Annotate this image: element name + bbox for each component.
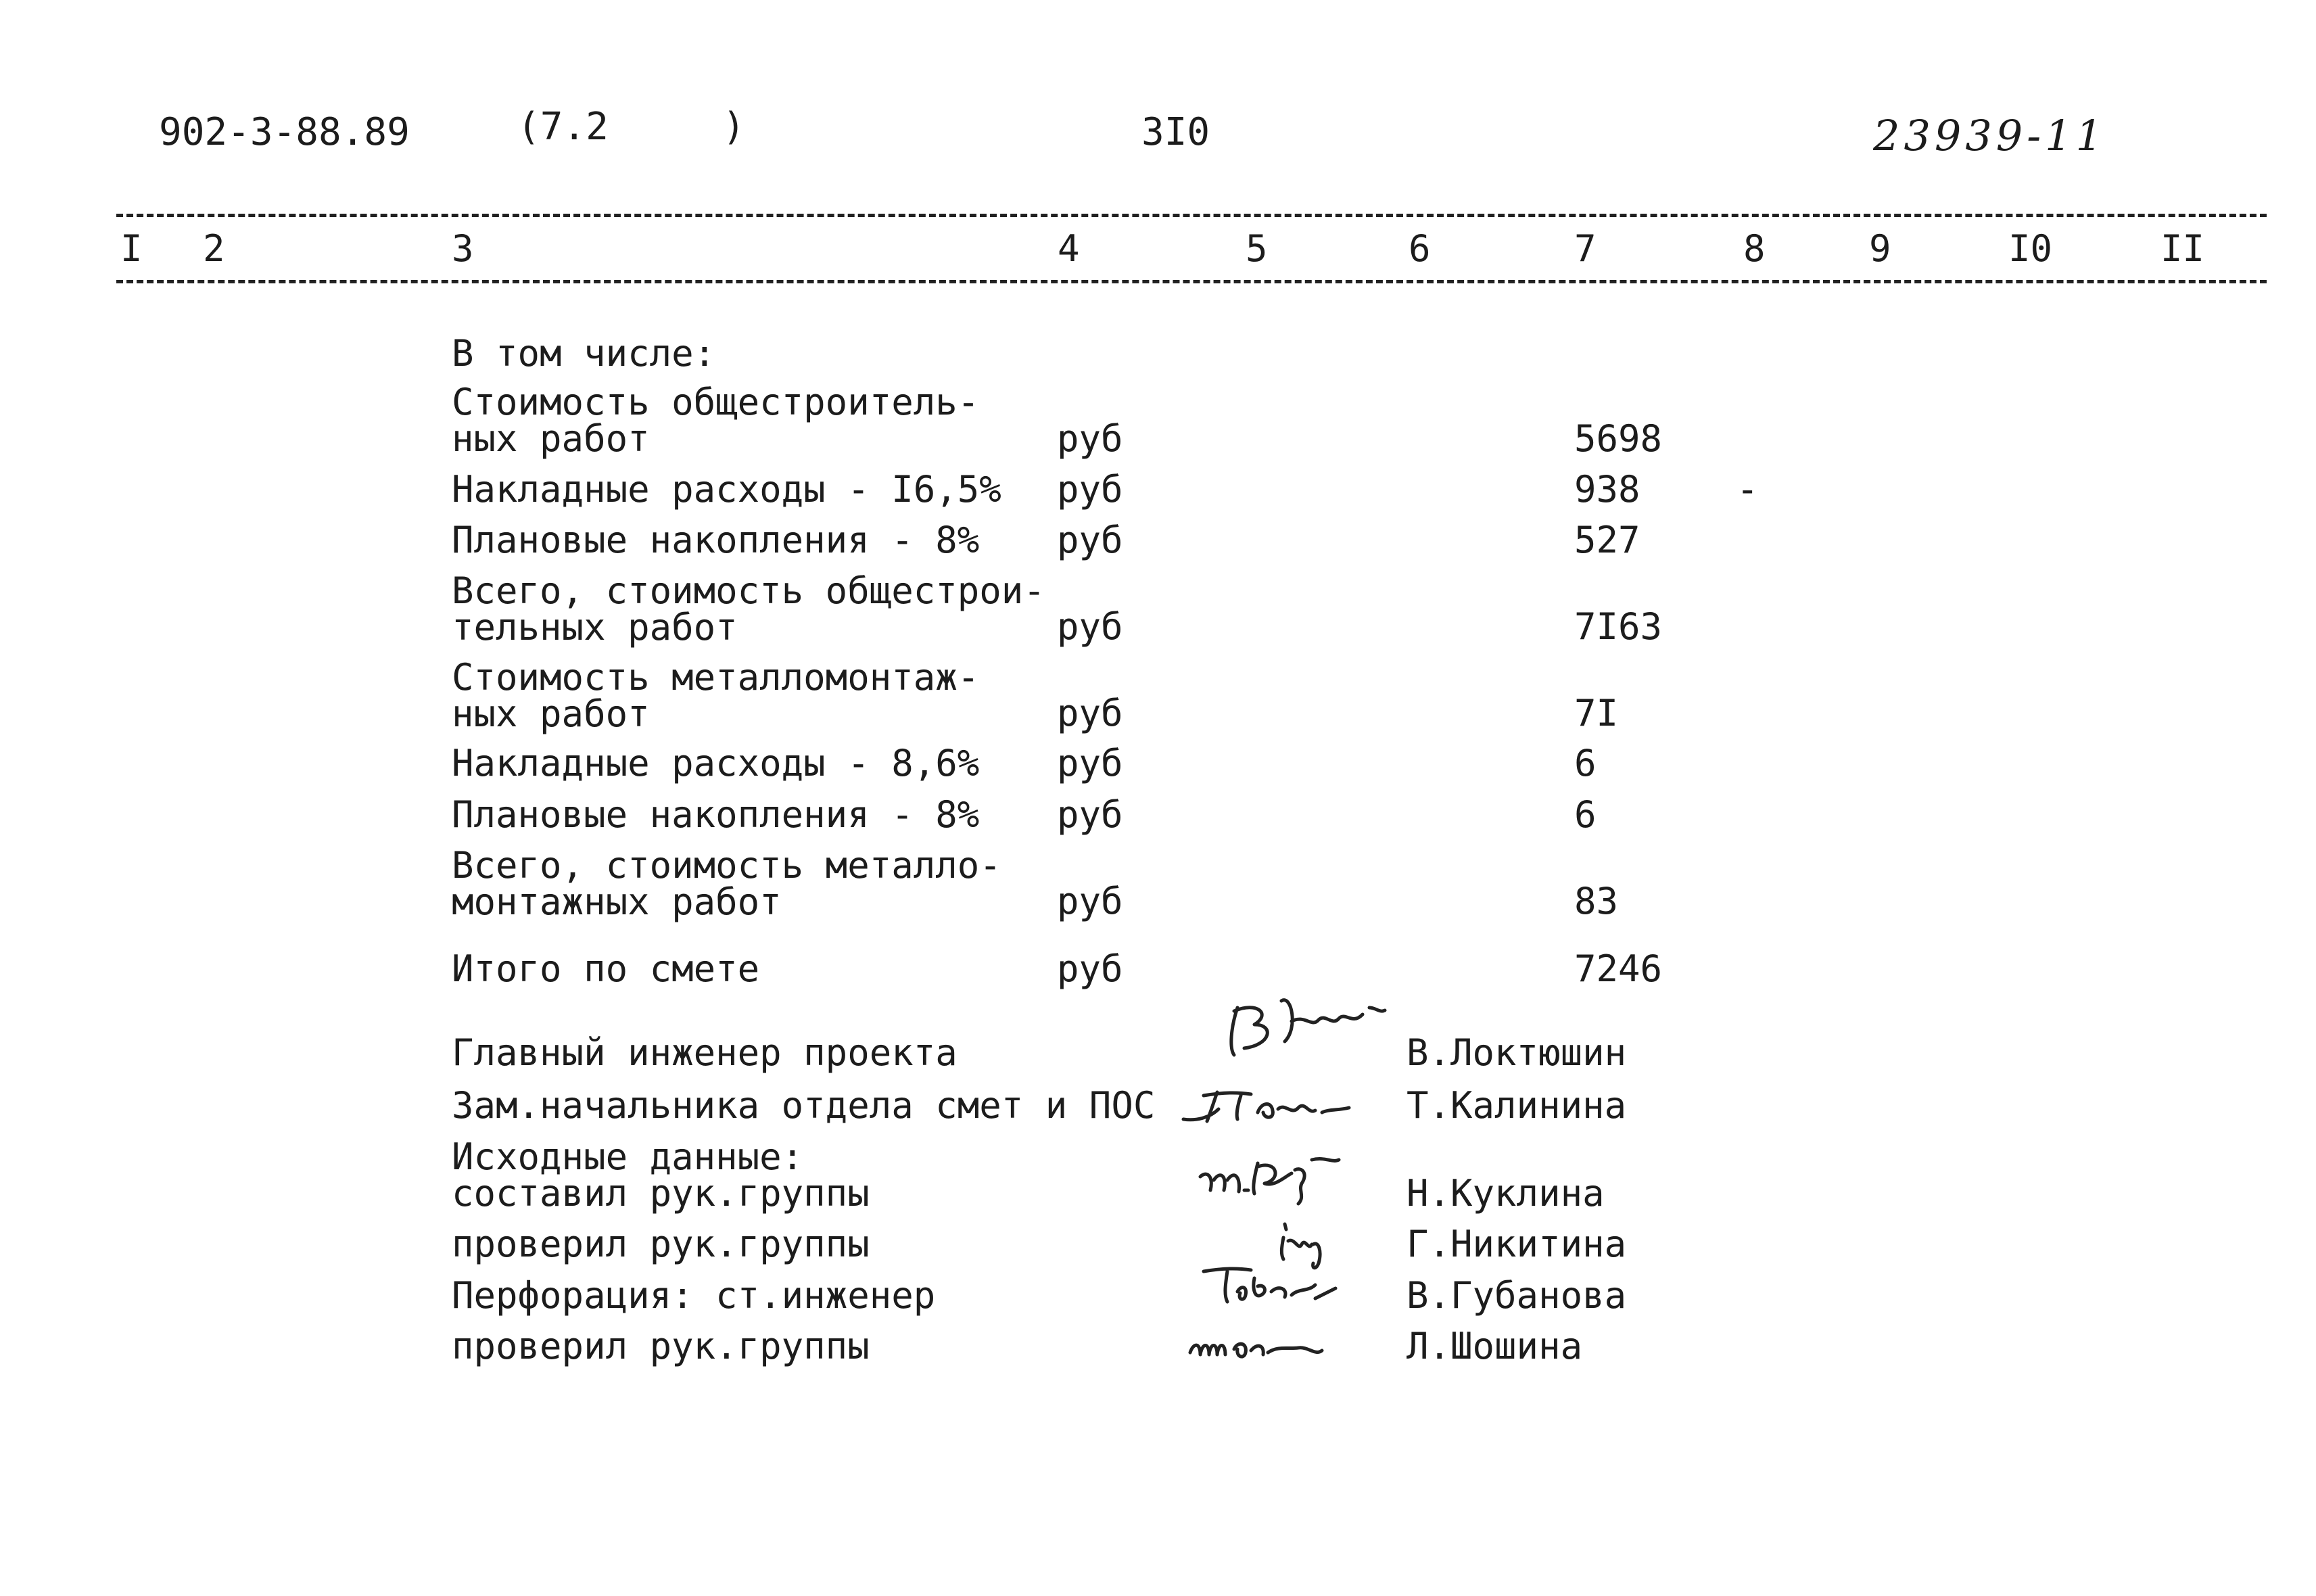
column-number: 6	[1409, 227, 1431, 270]
signatory-role: Исходные данные: составил рук.группы	[452, 1135, 870, 1215]
row-unit: руб	[1057, 947, 1123, 990]
table-header-rule	[116, 280, 2267, 283]
column-number: I	[120, 227, 143, 270]
row-unit: руб	[1057, 468, 1123, 511]
row-extra: -	[1736, 468, 1759, 511]
column-number: 4	[1058, 227, 1080, 270]
signatory-role: проверил рук.группы	[452, 1223, 870, 1265]
column-number: 5	[1246, 227, 1268, 270]
row-value: 527	[1574, 519, 1640, 561]
column-number: 2	[203, 227, 225, 270]
column-number: 3	[452, 227, 474, 270]
signatory-role: Зам.начальника отдела смет и ПОС	[452, 1084, 1156, 1127]
row-unit: руб	[1057, 605, 1123, 648]
signatory-name: Т.Калинина	[1407, 1084, 1627, 1127]
row-unit: руб	[1057, 417, 1123, 460]
column-number: 9	[1869, 227, 1891, 270]
signature-kuklina	[1190, 1150, 1359, 1211]
row-label: Всего, стоимость общестрои- тельных работ	[452, 569, 1045, 649]
signatory-name: Л.Шошина	[1407, 1325, 1583, 1367]
signatory-name: Г.Никитина	[1407, 1223, 1627, 1265]
signatory-name: В.Локтюшин	[1407, 1031, 1627, 1074]
row-label: Плановые накопления - 8%	[452, 519, 980, 561]
row-value: 6	[1574, 793, 1597, 836]
volume-label: (7.2 )	[517, 105, 746, 149]
row-value: 83	[1574, 880, 1619, 922]
row-label: Всего, стоимость металло- монтажных работ	[452, 844, 1001, 923]
column-number: 7	[1574, 227, 1597, 270]
signatory-name: Н.Куклина	[1407, 1172, 1605, 1215]
row-label: Накладные расходы - 8,6%	[452, 742, 980, 784]
row-label: Стоимость общестроитель- ных работ	[452, 381, 980, 460]
row-value: 938	[1574, 468, 1640, 511]
row-value: 7I63	[1574, 605, 1663, 648]
signatory-role: проверил рук.группы	[452, 1325, 870, 1367]
row-value: 6	[1574, 742, 1597, 784]
row-value: 5698	[1574, 417, 1663, 460]
signatory-role: Перфорация: ст.инженер	[452, 1274, 936, 1317]
row-label: Итого по смете	[452, 947, 760, 990]
signatory-name: В.Губанова	[1407, 1274, 1627, 1317]
row-label: Накладные расходы - I6,5%	[452, 468, 1001, 511]
doc-code: 902-3-88.89	[159, 110, 410, 154]
row-unit: руб	[1057, 692, 1123, 734]
column-number: II	[2160, 227, 2205, 270]
page-number: 3I0	[1141, 110, 1210, 154]
row-unit: руб	[1057, 880, 1123, 922]
table-top-rule	[116, 214, 2267, 217]
row-unit: руб	[1057, 742, 1123, 784]
row-unit: руб	[1057, 519, 1123, 561]
signature-gubanova	[1197, 1258, 1346, 1312]
signature-shoshina	[1183, 1315, 1352, 1369]
signature-kalinina	[1177, 1082, 1373, 1129]
inventory-number: 23939-11	[1873, 111, 2107, 160]
row-value: 7246	[1574, 947, 1663, 990]
column-number: I0	[2008, 227, 2053, 270]
row-label: Плановые накопления - 8%	[452, 793, 980, 836]
section-intro: В том числе:	[452, 332, 716, 375]
signatory-role: Главный инженер проекта	[452, 1031, 958, 1074]
signature-loktyushin	[1217, 987, 1393, 1062]
row-value: 7I	[1574, 692, 1619, 734]
row-unit: руб	[1057, 793, 1123, 836]
column-number: 8	[1743, 227, 1766, 270]
row-label: Стоимость металломонтаж- ных работ	[452, 656, 980, 735]
